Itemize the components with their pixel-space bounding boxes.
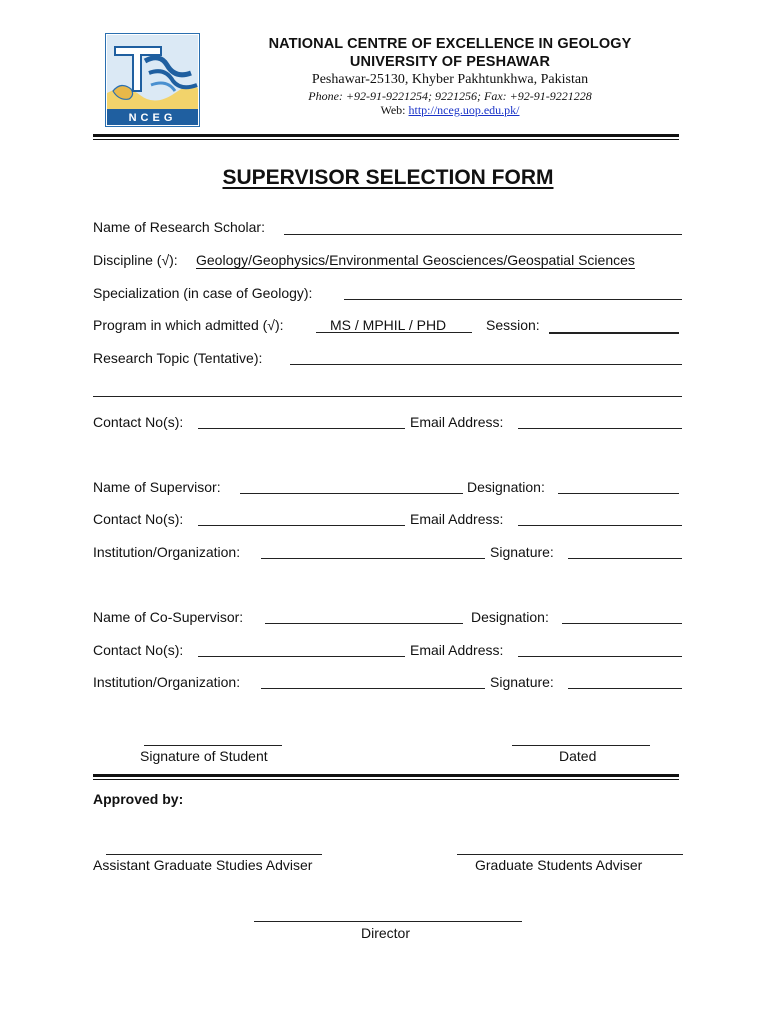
- topic-field[interactable]: [290, 364, 682, 365]
- supervisor-signature-field[interactable]: [568, 558, 682, 559]
- logo-text: NCEG: [128, 112, 177, 124]
- cosupervisor-name-field[interactable]: [265, 623, 463, 624]
- supervisor-email-label: Email Address:: [410, 511, 504, 527]
- scholar-name-field[interactable]: [284, 234, 682, 235]
- scholar-name-label: Name of Research Scholar:: [93, 219, 265, 235]
- supervisor-contact-field[interactable]: [198, 525, 405, 526]
- org-name: NATIONAL CENTRE OF EXCELLENCE IN GEOLOGY: [268, 36, 632, 52]
- header-divider-thin: [93, 139, 679, 140]
- cosupervisor-email-label: Email Address:: [410, 642, 504, 658]
- cosupervisor-name-label: Name of Co-Supervisor:: [93, 609, 244, 625]
- cosupervisor-designation-field[interactable]: [562, 623, 682, 624]
- scholar-contact-label: Contact No(s):: [93, 414, 184, 430]
- cosupervisor-email-field[interactable]: [518, 656, 682, 657]
- grad-adviser-signature-line[interactable]: [457, 854, 683, 855]
- approval-divider-thin: [93, 779, 679, 780]
- scholar-contact-field[interactable]: [198, 428, 405, 429]
- web-link[interactable]: http://nceg.uop.edu.pk/: [408, 103, 520, 117]
- grad-adviser-label: Graduate Students Adviser: [475, 857, 643, 873]
- header-divider: [93, 134, 679, 137]
- scholar-email-label: Email Address:: [410, 414, 504, 430]
- cosupervisor-institution-field[interactable]: [261, 688, 485, 689]
- supervisor-designation-field[interactable]: [558, 493, 679, 494]
- cosupervisor-contact-label: Contact No(s):: [93, 642, 184, 658]
- supervisor-contact-label: Contact No(s):: [93, 511, 184, 527]
- session-label: Session:: [486, 317, 540, 333]
- topic-field-line2[interactable]: [93, 396, 682, 397]
- specialization-label: Specialization (in case of Geology):: [93, 285, 313, 301]
- supervisor-name-field[interactable]: [240, 493, 463, 494]
- cosupervisor-contact-field[interactable]: [198, 656, 405, 657]
- student-signature-label: Signature of Student: [140, 748, 268, 764]
- supervisor-institution-field[interactable]: [261, 558, 485, 559]
- supervisor-signature-label: Signature:: [490, 544, 554, 560]
- cosupervisor-institution-label: Institution/Organization:: [93, 674, 241, 690]
- form-title: SUPERVISOR SELECTION FORM: [222, 166, 554, 189]
- discipline-options[interactable]: Geology/Geophysics/Environmental Geosciences/Geospatial Sciences: [196, 252, 635, 268]
- approval-divider: [93, 774, 679, 777]
- dated-label: Dated: [559, 748, 597, 764]
- session-field[interactable]: [549, 332, 679, 334]
- asst-adviser-label: Assistant Graduate Studies Adviser: [93, 857, 313, 873]
- director-signature-line[interactable]: [254, 921, 522, 922]
- director-label: Director: [361, 925, 411, 941]
- phone-fax: Phone: +92-91-9221254; 9221256; Fax: +92-91-9221228: [308, 89, 592, 103]
- cosupervisor-signature-label: Signature:: [490, 674, 554, 690]
- program-options[interactable]: MS / MPHIL / PHD: [330, 317, 447, 333]
- address: Peshawar-25130, Khyber Pakhtunkhwa, Pakistan: [311, 72, 589, 87]
- program-label: Program in which admitted (√):: [93, 317, 284, 333]
- student-signature-line[interactable]: [144, 745, 282, 746]
- supervisor-email-field[interactable]: [518, 525, 682, 526]
- cosupervisor-signature-field[interactable]: [568, 688, 682, 689]
- supervisor-designation-label: Designation:: [467, 479, 545, 495]
- asst-adviser-signature-line[interactable]: [106, 854, 322, 855]
- approved-by-label: Approved by:: [93, 791, 184, 807]
- web-label: Web:: [380, 103, 409, 117]
- supervisor-institution-label: Institution/Organization:: [93, 544, 241, 560]
- cosupervisor-designation-label: Designation:: [471, 609, 549, 625]
- university-name: UNIVERSITY OF PESHAWAR: [349, 54, 551, 70]
- website: [215, 103, 685, 118]
- scholar-email-field[interactable]: [518, 428, 682, 429]
- topic-label: Research Topic (Tentative):: [93, 350, 263, 366]
- discipline-label: Discipline (√):: [93, 252, 178, 268]
- specialization-field[interactable]: [344, 299, 682, 300]
- nceg-logo: [105, 33, 200, 127]
- dated-line[interactable]: [512, 745, 650, 746]
- supervisor-name-label: Name of Supervisor:: [93, 479, 221, 495]
